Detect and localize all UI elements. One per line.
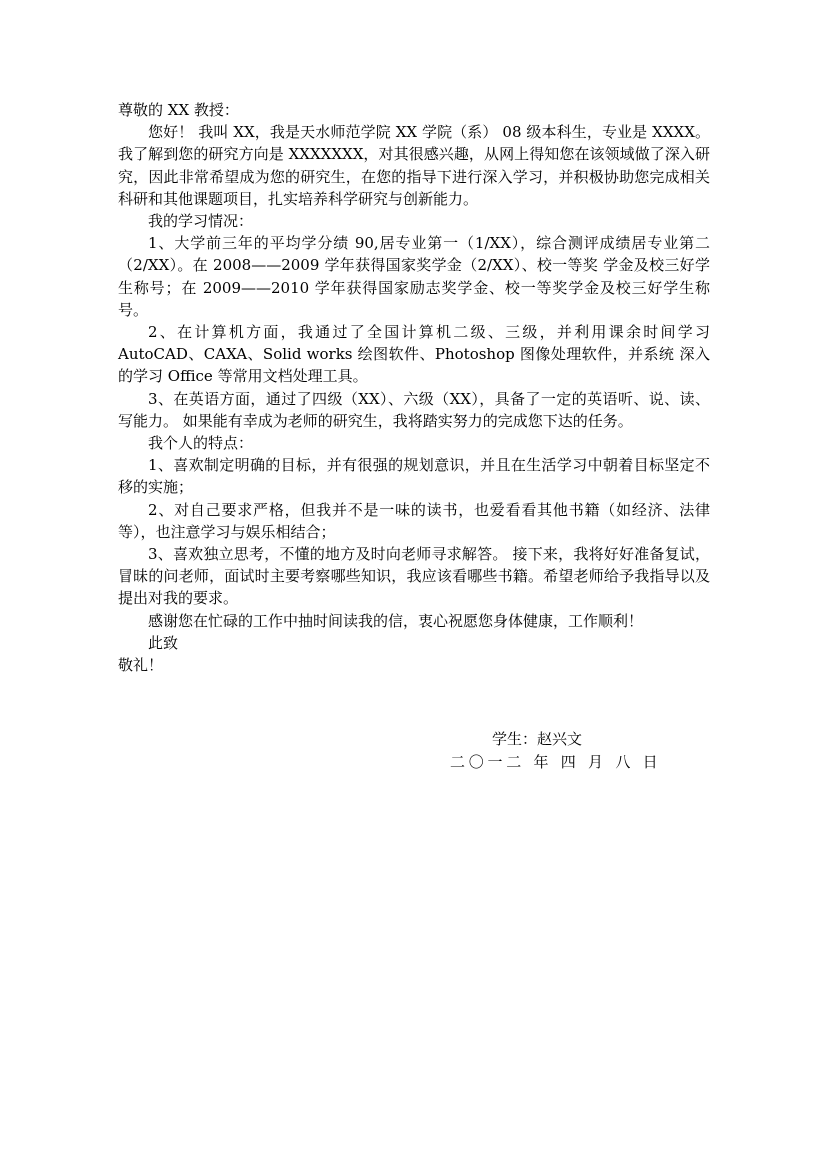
student-signature: 学生：赵兴文	[492, 730, 583, 748]
closing-line-2: 敬礼！	[118, 656, 164, 675]
traits-heading: 我个人的特点：	[148, 434, 254, 453]
signature-date: 二〇一二 年 四 月 八 日	[450, 752, 662, 771]
study-item-english: 3、在英语方面，通过了四级（XX）、六级（XX），具备了一定的英语听、说、读、写能力。 如果能有幸成为老师的研究生，我将踏实努力的完成您下达的任务。	[118, 389, 710, 430]
signature-block	[450, 728, 700, 773]
closing-line-1: 此致	[148, 633, 179, 652]
letter-body	[118, 99, 710, 676]
traits-item-thinking: 3、喜欢独立思考，不懂的地方及时向老师寻求解答。 接下来，我将好好准备复试，冒昧的问老师，面试时主要考察哪些知识，我应该看哪些书籍。希望老师给予我指导以及提出对我的要求。	[118, 545, 710, 608]
study-item-grades: 1、大学前三年的平均学分绩 90,居专业第一（1/XX），综合测评成绩居专业第二（2/XX）。在 2008——2009 学年获得国家奖学金（2/XX）、校一等奖 学金及校三好学生称号；在 2009——2010 学年获得国家励志奖学金、校一等奖学金及校三好学生称号。	[118, 234, 710, 319]
study-item-computer: 2、在计算机方面，我通过了全国计算机二级、三级，并利用课余时间学习 AutoCAD、CAXA、Solid works 绘图软件、Photoshop 图像处理软件，并系统 深入的学习 Office 等常用文档处理工具。	[118, 323, 710, 386]
thanks-paragraph: 感谢您在忙碌的工作中抽时间读我的信，衷心祝愿您身体健康，工作顺利！	[148, 611, 644, 630]
traits-item-goals: 1、喜欢制定明确的目标，并有很强的规划意识，并且在生活学习中朝着目标坚定不移的实施；	[118, 456, 710, 497]
intro-paragraph: 您好！ 我叫 XX，我是天水师范学院 XX 学院（系） 08 级本科生，专业是 XXXX。我了解到您的研究方向是 XXXXXXX，对其很感兴趣，从网上得知您在该领域做了深入研究，因此非常希望成为您的研究生，在您的指导下进行深入学习，并积极协助您完成相关科研和其他课题项目，扎实培养科学研究与创新能力。	[118, 123, 710, 208]
salutation: 尊敬的 XX 教授：	[118, 101, 239, 119]
traits-item-strict: 2、对自己要求严格，但我并不是一味的读书，也爱看看其他书籍（如经济、法律等），也注意学习与娱乐相结合；	[118, 500, 710, 541]
study-heading: 我的学习情况：	[148, 212, 254, 231]
